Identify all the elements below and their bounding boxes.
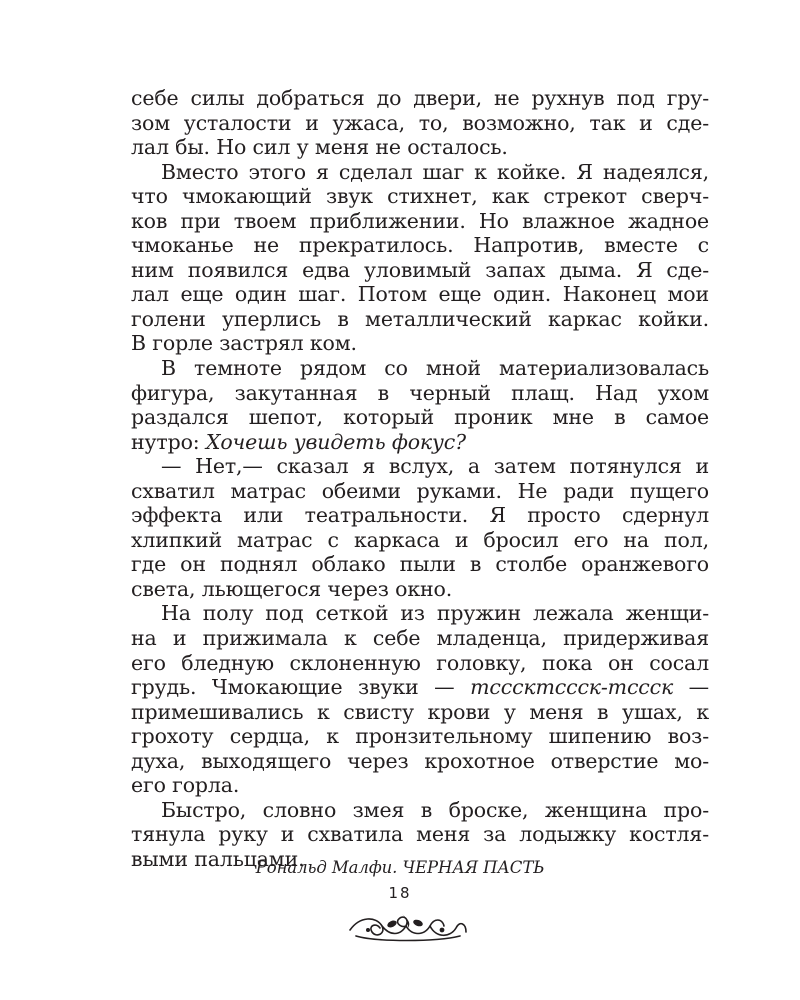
text-line-content: нутро: bbox=[131, 429, 206, 454]
text-line bbox=[131, 626, 709, 651]
text-line bbox=[131, 479, 709, 504]
text-line-content: голени уперлись в металлический каркас койки. bbox=[131, 306, 709, 331]
running-footer-title: Рональд Малфи. ЧЕРНАЯ ПАСТЬ bbox=[255, 858, 545, 877]
page-number: 18 bbox=[388, 884, 412, 902]
text-line-content: фигура, закутанная в черный плащ. Над ухом bbox=[131, 380, 709, 405]
text-line-content: его горла. bbox=[131, 773, 240, 798]
text-line-content: В темноте рядом со мной материализовалась bbox=[161, 356, 709, 381]
body-text bbox=[131, 86, 709, 872]
text-line-content: раздался шепот, который проник мне в самое bbox=[131, 405, 709, 430]
text-line-content: духа, выходящего через крохотное отверстие мо- bbox=[131, 748, 709, 773]
text-line-content: Быстро, словно змея в броске, женщина про- bbox=[161, 797, 709, 822]
text-line-content: грудь. Чмокающие звуки — bbox=[131, 675, 471, 700]
text-line-content: примешивались к свисту крови у меня в ушах, к bbox=[131, 699, 709, 724]
text-line-content: выми пальцами. bbox=[131, 846, 305, 871]
text-line bbox=[131, 160, 709, 185]
text-line bbox=[131, 503, 709, 528]
text-line-tail: — bbox=[673, 675, 709, 700]
text-line-content: что чмокающий звук стихнет, как стрекот сверч- bbox=[131, 184, 709, 209]
text-line bbox=[131, 233, 709, 258]
text-line bbox=[131, 307, 709, 332]
text-line-content: эффекта или театральности. Я просто сдернул bbox=[131, 503, 709, 528]
text-line-content: чмоканье не прекратилось. Напротив, вместе с bbox=[131, 233, 709, 258]
text-line bbox=[131, 528, 709, 553]
text-line-content: ков при твоем приближении. Но влажное жадное bbox=[131, 208, 709, 233]
text-line bbox=[131, 331, 709, 356]
text-line-content: лал бы. Но сил у меня не осталось. bbox=[131, 135, 508, 160]
text-line bbox=[131, 86, 709, 111]
text-line-content: — Нет,— сказал я вслух, а затем потянулся и bbox=[161, 454, 709, 479]
text-line bbox=[131, 724, 709, 749]
text-line-content: ним появился едва уловимый запах дыма. Я сде- bbox=[131, 257, 709, 282]
text-line-content: света, льющегося через окно. bbox=[131, 576, 453, 601]
text-line bbox=[131, 798, 709, 823]
text-line bbox=[131, 111, 709, 136]
text-line-content: его бледную склоненную головку, пока он сосал bbox=[131, 650, 709, 675]
text-line bbox=[131, 773, 709, 798]
flourish-ornament-icon bbox=[346, 910, 470, 944]
text-line bbox=[131, 258, 709, 283]
text-line-content: В горле застрял ком. bbox=[131, 331, 357, 356]
text-line bbox=[131, 552, 709, 577]
text-line-italic: тсссктссск-тссск bbox=[470, 675, 674, 700]
text-line bbox=[131, 430, 709, 455]
text-line bbox=[131, 381, 709, 406]
text-line-content: схватил матрас обеими руками. Не ради пущего bbox=[131, 478, 709, 503]
text-line bbox=[131, 184, 709, 209]
text-line-italic: Хочешь увидеть фокус? bbox=[205, 429, 466, 454]
text-line-content: себе силы добраться до двери, не рухнув под гру- bbox=[131, 86, 709, 110]
text-line bbox=[131, 749, 709, 774]
text-line bbox=[131, 209, 709, 234]
text-line bbox=[131, 135, 709, 160]
text-line-content: хлипкий матрас с каркаса и бросил его на пол, bbox=[131, 527, 709, 552]
text-line bbox=[131, 282, 709, 307]
text-line-content: тянула руку и схватила меня за лодыжку костля- bbox=[131, 822, 709, 847]
text-line-content: зом усталости и ужаса, то, возможно, так и сде- bbox=[131, 110, 709, 135]
text-line bbox=[131, 601, 709, 626]
text-line bbox=[131, 675, 709, 700]
text-line-content: На полу под сеткой из пружин лежала женщи- bbox=[161, 601, 709, 626]
text-line bbox=[131, 577, 709, 602]
text-line bbox=[131, 651, 709, 676]
text-line bbox=[131, 454, 709, 479]
text-line bbox=[131, 356, 709, 381]
text-line-content: лал еще один шаг. Потом еще один. Наконец мои bbox=[131, 282, 709, 307]
text-line-content: Вместо этого я сделал шаг к койке. Я надеялся, bbox=[161, 159, 709, 184]
text-line bbox=[131, 405, 709, 430]
text-line-content: грохоту сердца, к пронзительному шипению воз- bbox=[131, 724, 709, 749]
text-line bbox=[131, 822, 709, 847]
text-line bbox=[131, 700, 709, 725]
text-line-content: на и прижимала к себе младенца, придерживая bbox=[131, 626, 709, 651]
text-line-content: где он поднял облако пыли в столбе оранжевого bbox=[131, 552, 709, 577]
